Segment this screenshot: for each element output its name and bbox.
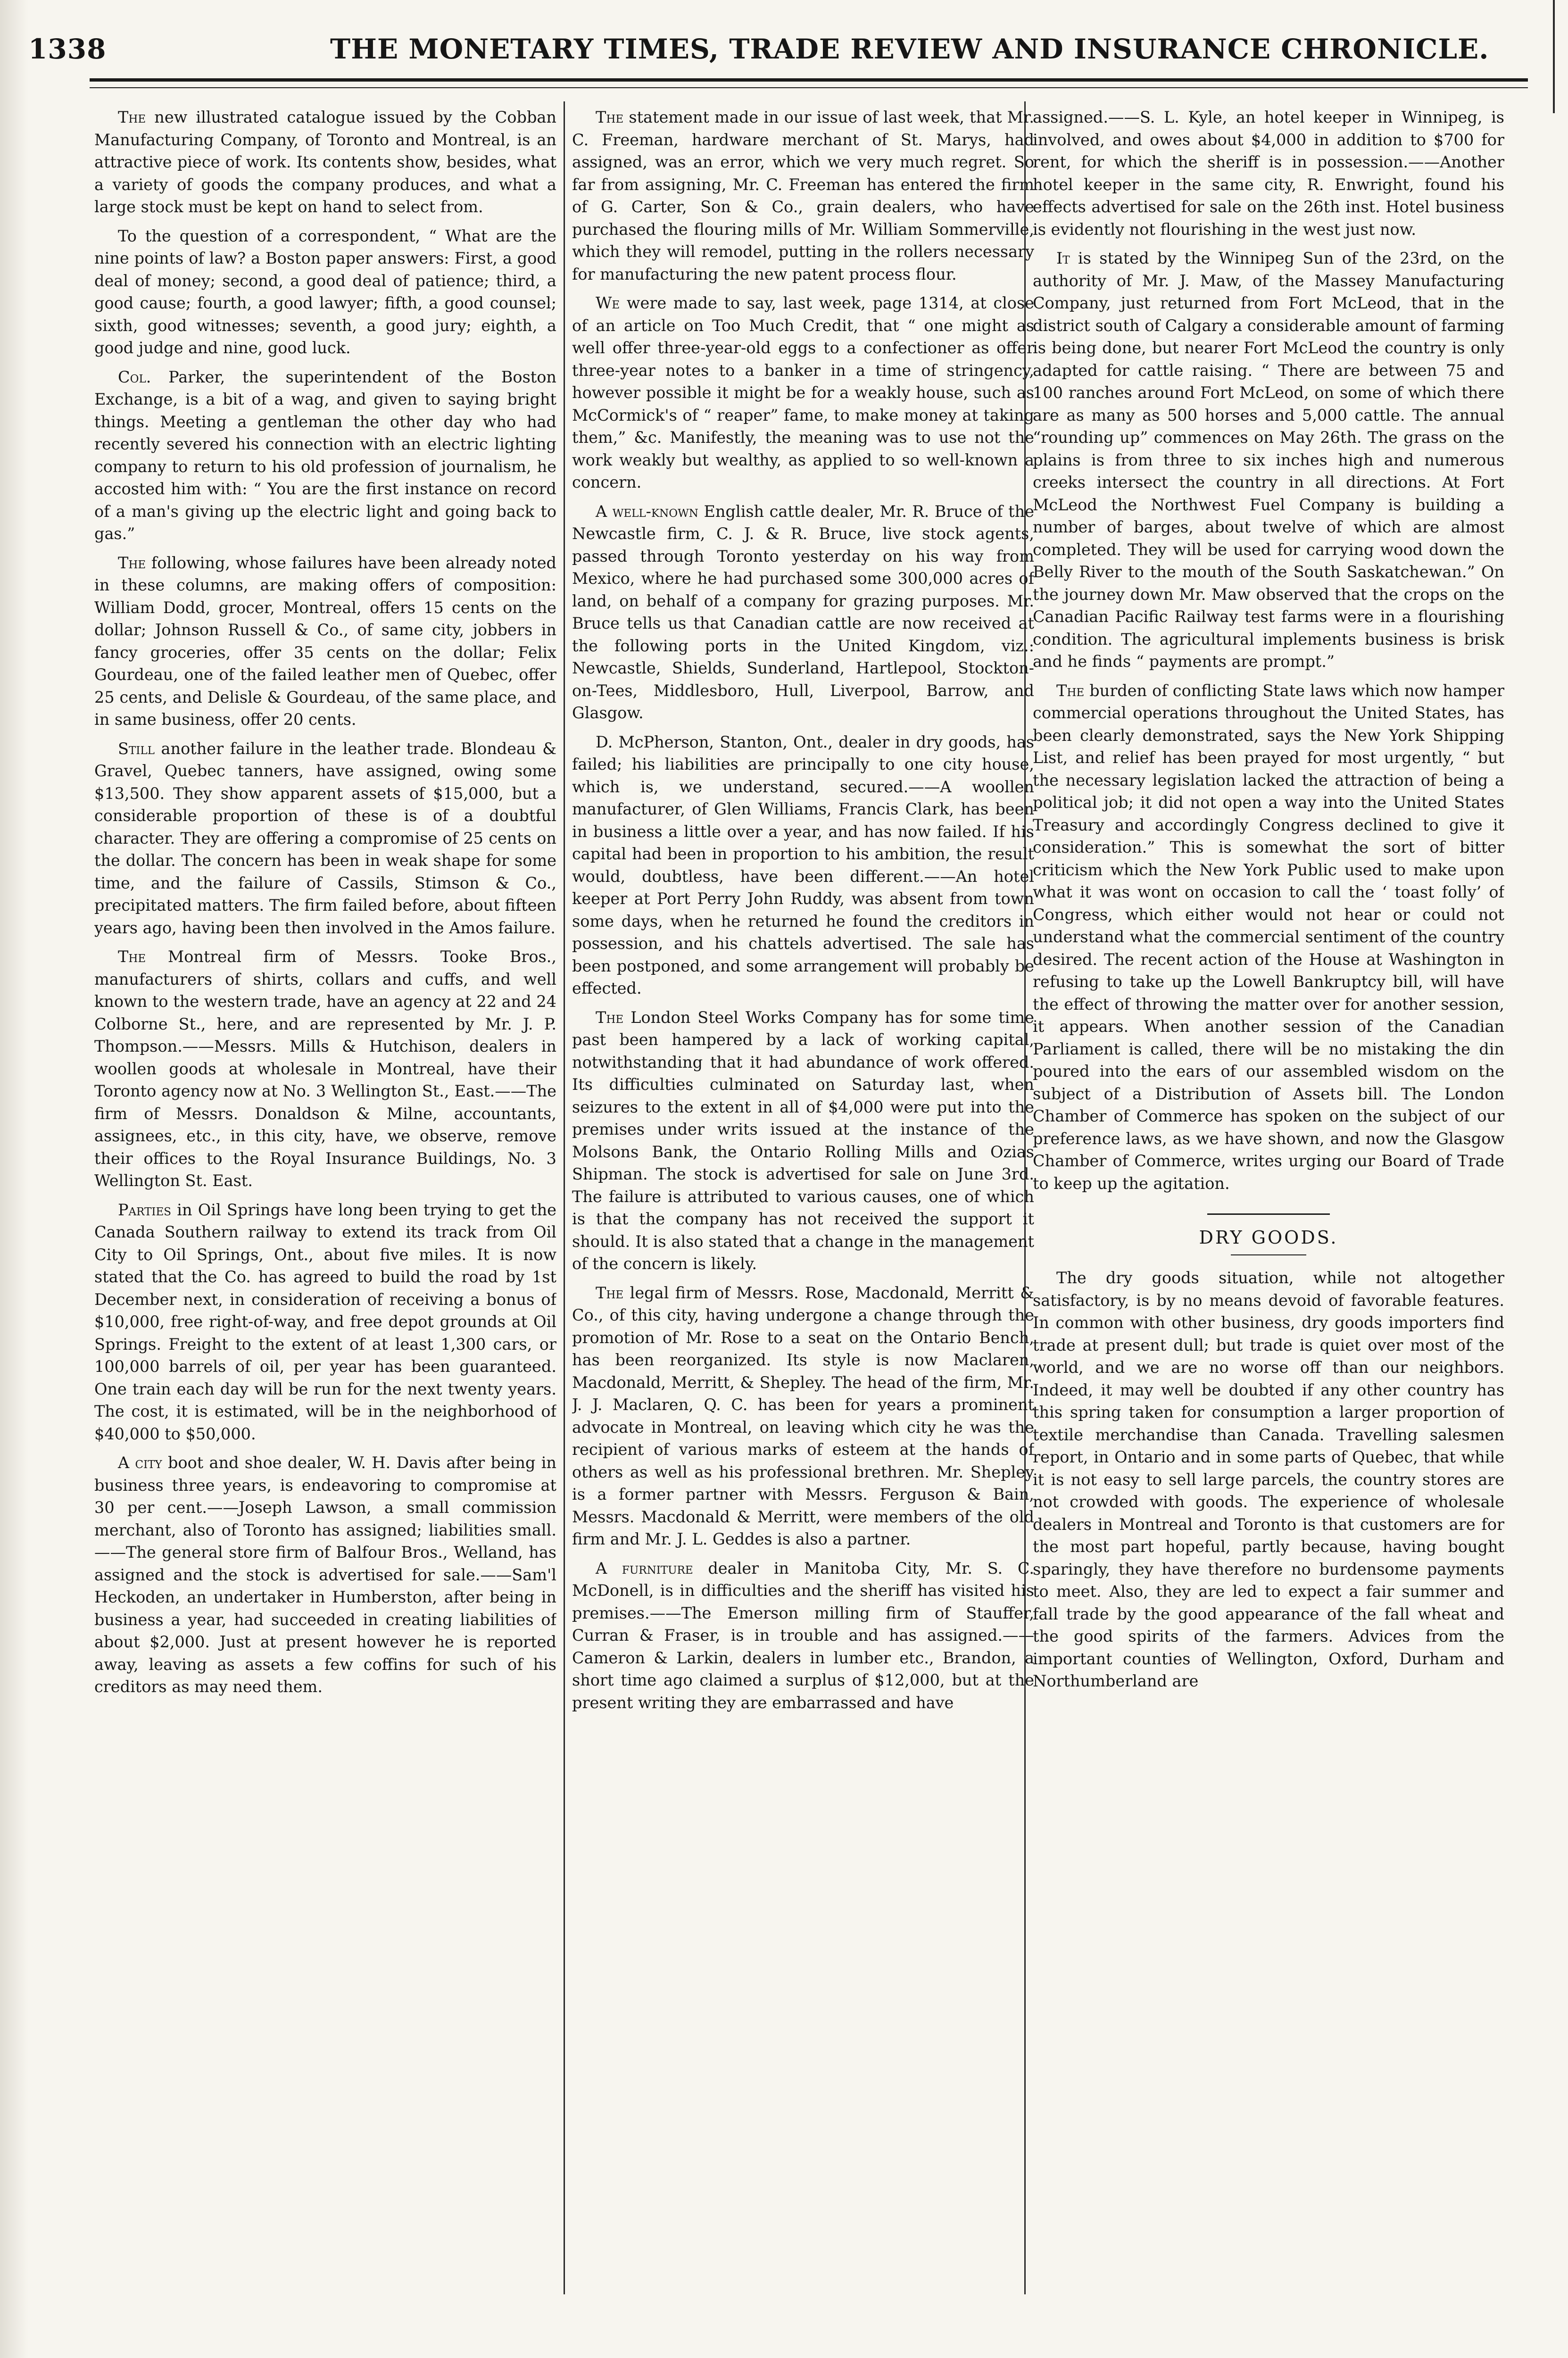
paragraph-lead: The xyxy=(596,108,624,126)
paragraph-text: To the question of a correspondent, “ What are the nine points of law? a Boston paper answers: First, a good deal of money; second, a good deal of patience; third, a good cause; fourth, a good lawyer; fifth, a good counsel; sixth, good witnesses; seventh, a good jury; eighth, a good judge and nine, good luck. xyxy=(94,226,556,357)
paragraph-lead: The xyxy=(596,1283,624,1302)
paragraph-lead: Col. xyxy=(118,367,151,386)
paragraph-text: dealer in Manitoba City, Mr. S. C. McDonell, is in difficulties and the sheriff has visited his premises.——The Emerson milling firm of Stauffer, Curran & Fraser, is in trouble and has assigned.——Cameron & Larkin, dealers in lumber etc., Brandon, a short time ago claimed a surplus of $12,000, but at the present writing they are embarrassed and have xyxy=(572,1559,1034,1712)
paragraph-text: D. McPherson, Stanton, Ont., dealer in dry goods, has failed; his liabilities are principally to one city house, which is, we understand, secured.——A woollen manufacturer, of Glen Williams, Francis Clark, has been in business a little over a year, and has now failed. If his capital had been in proportion to his ambition, the result would, doubtless, have been different.——An hotel keeper at Port Perry John Ruddy, was absent from town some days, when he returned he found the creditors in possession, and his chattels advertised. The sale has been postponed, and some arrangement will probably be effected. xyxy=(572,732,1034,997)
paragraph-text: legal firm of Messrs. Rose, Macdonald, Merritt & Co., of this city, having undergone a change through the promotion of Mr. Rose to a seat on the Ontario Bench, has been reorganized. Its style is now Maclaren, Macdonald, Merritt, & Shepley. The head of the firm, Mr. J. J. Maclaren, Q. C. has been for years a prominent advocate in Montreal, on leaving which city he was the recipient of various marks of esteem at the hands of others as well as his professional brethren. Mr. Shepley is a former partner with Messrs. Ferguson & Bain, Messrs. Macdonald & Merritt, were members of the old firm and Mr. J. L. Geddes is also a partner. xyxy=(572,1283,1034,1548)
paragraph-lead: A furniture xyxy=(596,1559,693,1578)
paragraph-text: assigned.——S. L. Kyle, an hotel keeper in Winnipeg, is involved, and owes about $4,000 in addition to $700 for rent, for which the sheriff is in possession.——Another hotel keeper in the same city, R. Enwright, found his effects advertised for sale on the 26th inst. Hotel business is evidently not flourishing in the west just now. xyxy=(1033,108,1504,239)
article-paragraph xyxy=(572,1006,1034,1275)
paragraph-lead: The xyxy=(118,108,146,126)
column-3-paragraphs xyxy=(1033,106,1504,1195)
dry-goods-paragraph: The dry goods situation, while not altogether satisfactory, is by no means devoid of favorable features. In common with other business, dry goods importers find trade at present dull; but trade is quiet over most of the world, and we are no worse off than our neighbors. Indeed, it may well be doubted if any other country has this spring taken for consumption a larger proportion of textile merchandise than Canada. Travelling salesmen report, in Ontario and in some parts of Quebec, that while it is not easy to sell large parcels, the country stores are not crowded with goods. The experience of wholesale dealers in Montreal and Toronto is that customers are for the most part hopeful, partly because, having bought sparingly, they have therefore no burdensome payments to meet. Also, they are led to expect a fair summer and fall trade by the good appearance of the fall wheat and the good spirits of the farmers. Advices from the important counties of Wellington, Oxford, Durham and Northumberland are xyxy=(1033,1269,1504,1690)
header-rule-thick xyxy=(90,78,1528,82)
paragraph-text: new illustrated catalogue issued by the Cobban Manufacturing Company, of Toronto and Montreal, is an attractive piece of work. Its contents show, besides, what a variety of goods the company produces, and what a large stock must be kept on hand to select from. xyxy=(94,108,556,216)
article-paragraph xyxy=(1033,247,1504,673)
paragraph-text: burden of conflicting State laws which now hamper commercial operations throughout the United States, has been clearly demonstrated, says the New York Shipping List, and relief has been prayed for most urgently, “ but the necessary legislation lacked the attraction of being a political job; it did not open a way into the United States Treasury and accordingly Congress declined to give it consideration.” This is somewhat the sort of bitter criticism which the New York Public used to make upon what it was wont on occasion to call the ‘ toast folly’ of Congress, which either would not hear or could not understand what the commercial sentiment of the country desired. The recent action of the House at Washington in refusing to take up the Lowell Bankruptcy bill, will have the effect of throwing the matter over for another session, it appears. When another session of the Canadian Parliament is called, there will be no mistaking the din poured into the ears of our assembled wisdom on the subject of a Distribution of Assets bill. The London Chamber of Commerce has spoken on the subject of our preference laws, as we have shown, and now the Glasgow Chamber of Commerce, writes urging our Board of Trade to keep up the agitation. xyxy=(1033,681,1504,1193)
article-paragraph xyxy=(94,106,556,218)
article-paragraph xyxy=(572,500,1034,724)
paragraph-text: is stated by the Winnipeg Sun of the 23rd, on the authority of Mr. J. Maw, of the Massey Manufacturing Company, just returned from Fort McLeod, that in the district south of Calgary a considerable amount of farming is being done, but nearer Fort McLeod the country is only adapted for cattle raising. “ There are between 75 and 100 ranches around Fort McLeod, on some of which there are as many as 500 horses and 5,000 cattle. The annual “rounding up” commences on May 26th. The grass on the plains is from three to six inches high and numerous creeks intersect the country in all directions. At Fort McLeod the Northwest Fuel Company is building a number of barges, about twelve of which are almost completed. They will be used for carrying wood down the Belly River to the mouth of the South Saskatchewan.” On the journey down Mr. Maw observed that the crops on the Canadian Pacific Railway test farms were in a flourishing condition. The agricultural implements business is brisk and he finds “ payments are prompt.” xyxy=(1033,249,1504,671)
article-paragraph xyxy=(572,292,1034,494)
article-paragraph xyxy=(572,106,1034,285)
article-paragraph xyxy=(94,738,556,939)
paragraph-lead: We xyxy=(596,294,620,312)
article-paragraph xyxy=(94,225,556,359)
paragraph-lead: A well-known xyxy=(596,502,698,521)
paragraph-text: were made to say, last week, page 1314, at close of an article on Too Much Credit, that “ one might as well offer three-year-old eggs to a confectioner as offer three-year notes to a banker in a time of stringency, however possible it might be for a weakly house, such as McCormick's of “ reaper” fame, to make money at taking them,” &c. Manifestly, the meaning was to use not the work weakly but wealthy, as applied to so well-known a concern. xyxy=(572,294,1034,491)
column-divider-1 xyxy=(564,101,565,2294)
column-3 xyxy=(1033,106,1504,2304)
paragraph-lead: It xyxy=(1056,249,1070,267)
paragraph-lead: Still xyxy=(118,739,155,758)
binding-edge xyxy=(0,0,28,2358)
column-1 xyxy=(94,106,556,2304)
section-title-dry-goods: DRY GOODS. xyxy=(1199,1227,1338,1248)
paragraph-text: statement made in our issue of last week, that Mr. C. Freeman, hardware merchant of St. Marys, had assigned, was an error, which we very much regret. So far from assigning, Mr. C. Freeman has entered the firm of G. Carter, Son & Co., grain dealers, who have purchased the flouring mills of Mr. William Sommerville, which they will remodel, putting in the rollers necessary for manufacturing the new patent process flour. xyxy=(572,108,1034,283)
article-paragraph xyxy=(572,1557,1034,1714)
paragraph-lead: The xyxy=(596,1008,624,1027)
paragraph-text: another failure in the leather trade. Blondeau & Gravel, Quebec tanners, have assigned, owing some $13,500. They show apparent assets of $15,000, but a considerable proportion of these is of a doubtful character. They are offering a compromise of 25 cents on the dollar. The concern has been in weak shape for some time, and the failure of Cassils, Stimson & Co., precipitated matters. The firm failed before, about fifteen years ago, having been then involved in the Amos failure. xyxy=(94,739,556,937)
article-paragraph xyxy=(1033,680,1504,1195)
article-paragraph xyxy=(1033,106,1504,241)
page-number: 1338 xyxy=(28,33,107,65)
article-paragraph xyxy=(94,1452,556,1698)
paragraph-text: in Oil Springs have long been trying to get the Canada Southern railway to extend its track from Oil City to Oil Springs, Ont., about five miles. It is now stated that the Co. has agreed to build the road by 1st December next, in consideration of receiving a bonus of $10,000, free right-of-way, and free depot grounds at Oil Springs. Freight to the extent of at least 1,300 cars, or 100,000 barrels of oil, per year has been guaranteed. One train each day will be run for the next twenty years. The cost, it is estimated, will be in the neighborhood of $40,000 to $50,000. xyxy=(94,1200,556,1443)
paragraph-lead: The xyxy=(1056,681,1085,700)
article-paragraph xyxy=(94,552,556,731)
article-paragraph xyxy=(572,731,1034,1000)
article-paragraph xyxy=(94,1199,556,1445)
section-title-rule xyxy=(1231,1254,1306,1255)
paragraph-text: following, whose failures have been already noted in these columns, are making offers of composition: William Dodd, grocer, Montreal, offers 15 cents on the dollar; Johnson Russell & Co., of same city, jobbers in fancy groceries, offer 35 cents on the dollar; Felix Gourdeau, one of the failed leather men of Quebec, offer 25 cents, and Delisle & Gourdeau, of the same place, and in same business, offer 20 cents. xyxy=(94,553,556,729)
column-2 xyxy=(572,106,1034,2304)
paragraph-lead: The xyxy=(118,553,146,572)
page-edge-right xyxy=(1544,0,1568,2358)
page-header xyxy=(28,28,1509,71)
paragraph-text: Parker, the superintendent of the Boston Exchange, is a bit of a wag, and given to saying bright things. Meeting a gentleman the other day who had recently severed his connection with an electric lighting company to return to his old profession of journalism, he accosted him with: “ You are the first instance on record of a man's giving up the electric light and going back to gas.” xyxy=(94,367,556,543)
header-rule-thin xyxy=(90,87,1528,88)
article-paragraph xyxy=(94,366,556,545)
edge-mark xyxy=(1553,0,1555,113)
paragraph-lead: The xyxy=(118,947,146,966)
article-paragraph xyxy=(572,1282,1034,1551)
paragraph-text: boot and shoe dealer, W. H. Davis after being in business three years, is endeavoring to compromise at 30 per cent.——Joseph Lawson, a small commission merchant, also of Toronto has assigned; liabilities small.——The general store firm of Balfour Bros., Welland, has assigned and the stock is advertised for sale.——Sam'l Heckoden, an undertaker in Humberston, after being in business a year, had succeeded in creating liabilities of about $2,000. Just at present however he is reported away, leaving as assets a few coffins for such of his creditors as may need them. xyxy=(94,1453,556,1696)
paragraph-lead: A city xyxy=(118,1453,162,1472)
section-rule xyxy=(1207,1213,1330,1215)
paragraph-text: English cattle dealer, Mr. R. Bruce of the Newcastle firm, C. J. & R. Bruce, live stock agents, passed through Toronto yesterday on his way from Mexico, where he had purchased some 300,000 acres of land, on behalf of a company for grazing purposes. Mr. Bruce tells us that Canadian cattle are now received at the following ports in the United Kingdom, viz.: Newcastle, Shields, Sunderland, Hartlepool, Stockton-on-Tees, Middlesboro, Hull, Liverpool, Barrow, and Glasgow. xyxy=(572,502,1034,722)
paragraph-lead: Parties xyxy=(118,1200,172,1219)
masthead-title: THE MONETARY TIMES, TRADE REVIEW AND INSURANCE CHRONICLE. xyxy=(330,33,1489,65)
article-paragraph xyxy=(94,946,556,1192)
paragraph-text: London Steel Works Company has for some time past been hampered by a lack of working capital, notwithstanding that it had abundance of work offered. Its difficulties culminated on Saturday last, when seizures to the extent in all of $4,000 were put into the premises under writs issued at the instance of the Molsons Bank, the Ontario Rolling Mills and Ozias Shipman. The stock is advertised for sale on June 3rd. The failure is attributed to various causes, one of which is that the company has not received the support it should. It is also stated that a change in the management of the concern is likely. xyxy=(572,1008,1034,1273)
paragraph-text: Montreal firm of Messrs. Tooke Bros., manufacturers of shirts, collars and cuffs, and well known to the western trade, have an agency at 22 and 24 Colborne St., here, and are represented by Mr. J. P. Thompson.——Messrs. Mills & Hutchison, dealers in woollen goods at wholesale in Montreal, have their Toronto agency now at No. 3 Wellington St., East.——The firm of Messrs. Donaldson & Milne, accountants, assignees, etc., in this city, have, we observe, remove their offices to the Royal Insurance Buildings, No. 3 Wellington St. East. xyxy=(94,947,556,1190)
